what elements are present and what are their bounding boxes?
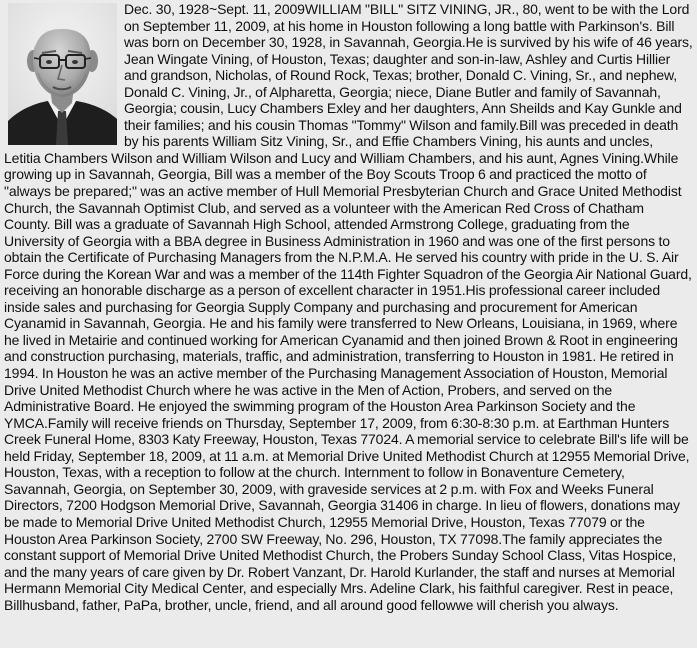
obituary-text: Dec. 30, 1928~Sept. 11, 2009WILLIAM "BILL" SITZ VINING, JR., 80, went to be with the Lord on September 11, 2009, at his home in Houston following a long battle with Parkinson's. Bill was born on December 30, 1928, in Savannah, Georgia.He is survived by his wife of 46 years, Jean Wingate Vining, of Houston, Texas; daughter and son-in-law, Ashley and Curtis Hillier and grandson, Nicholas, of Round Rock, Texas; brother, Donald C. Vining, Sr., and nephew, Donald C. Vining, Jr., of Alpharetta, Georgia; niece, Diane Butler and family of Savannah, Georgia; cousin, Lucy Chambers Exley and her daughters, Ann Sheilds and Kay Gunkle and their families; and his cousin Thomas "Tommy" Wilson and family.Bill was preceded in death by his parents William Sitz Vining, Sr., and Effie Chambers Vining, his aunts and uncles, Letitia Chambers Wilson and William Wilson and Lucy and William Chambers, and his aunt, Agnes Vining.While growing up in Savannah, Georgia, Bill was a member of the Boy Scouts Troop 6 and practiced the motto of "always be prepared;" was an active member of Hull Memorial Presbyterian Church and Grace United Methodist Church, the Savannah Optimist Club, and served as a volunteer with the American Red Cross of Chatham County. Bill was a graduate of Savannah High School, attended Armstrong College, graduating from the University of Georgia with a BBA degree in Business Administration in 1960 and was one of the first persons to obtain the Certificate of Purchasing Managers from the N.P.M.A. He served his country with pride in the U. S. Air Force during the Korean War and was a member of the 114th Fighter Squadron of the Georgia Air National Guard, receiving an honorable discharge as a person of excellent character in 1951.His professional career included inside sales and purchasing for Georgia Supply Company and purchasing and procurement for American Cyanamid in Savannah, Georgia. He and his family were transferred to New Orleans, Louisiana, in 1969, where he lived in Metairie and continued working for American Cyanamid and then joined Brown & Root in engineering and construction purchasing, materials, traffic, and administration, transferring to Houston in 1981. He retired in 1994. In Houston he was an active member of the Purchasing Management Association of Houston, Memorial Drive United Methodist Church where he was active in the Men of Action, Probers, and served on the Administrative Board. He enjoyed the swimming program of the Houston Area Parkinson Society and the YMCA.Family will receive friends on Thursday, September 17, 2009, from 6:30-8:30 p.m. at Earthman Hunters Creek Funeral Home, 8303 Katy Freeway, Houston, Texas 77024. A memorial service to celebrate Bill's life will be held Friday, September 18, 2009, at 11 a.m. at Memorial Drive United Methodist Church at 12955 Memorial Drive, Houston, Texas, with a reception to follow at the church. Internment to follow in Bonaventure Cemetery, Savannah, Georgia, on September 30, 2009, with graveside services at 2 p.m. with Fox and Weeks Funeral Directors, 7200 Hodgson Memorial Drive, Savannah, Georgia 31406 in charge. In lieu of flowers, donations may be made to Memorial Drive United Methodist Church, 12955 Memorial Drive, Houston, Texas 77079 or the Houston Area Parkinson Society, 2700 SW Freeway, No. 296, Houston, TX 77098.The family appreciates the constant support of Memorial Drive United Methodist Church, the Probers Sunday School Class, Vitas Hospice, and the many years of care given by Dr. Robert Vanzant, Dr. Harold Kurlander, the staff and nurses at Memorial Hermann Memorial City Medical Center, and especially Mrs. Adeline Clark, his faithful caregiver. Rest in peace, Billhusband, father, PaPa, brother, uncle, friend, and all around good fellowwe will cherish you always. <box>4 1 693 613</box>
obituary-article <box>4 1 693 647</box>
portrait-photo <box>8 3 117 145</box>
